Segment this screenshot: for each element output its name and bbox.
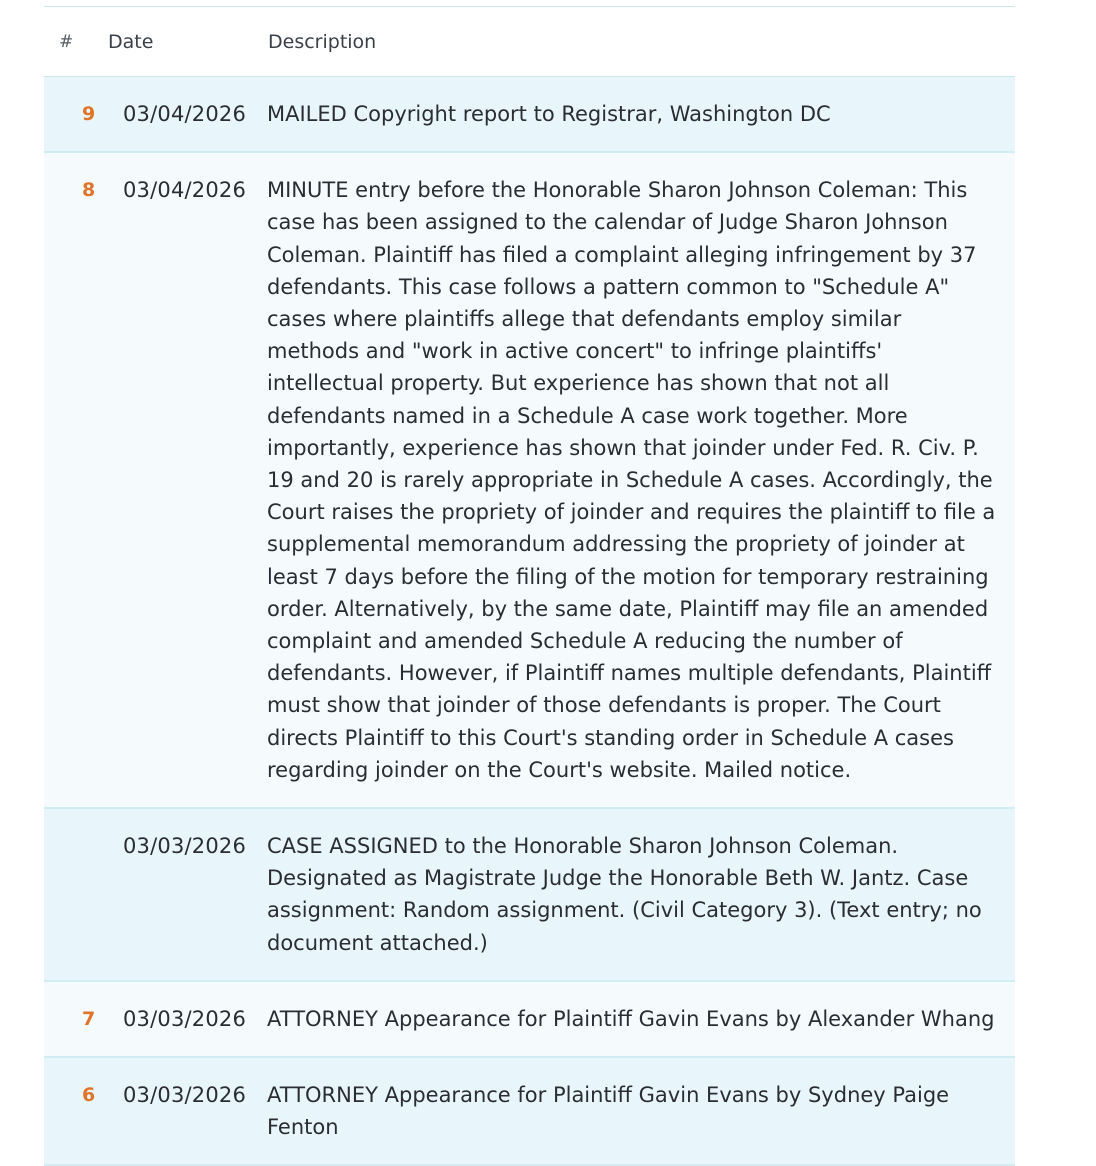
entry-number xyxy=(44,808,105,981)
entry-description: MAILED Copyright report to Registrar, Washington DC xyxy=(267,102,831,126)
docket-entry-row xyxy=(44,152,1015,808)
entry-description: ATTORNEY Appearance for Plaintiff Gavin Evans by Alexander Whang xyxy=(267,1006,995,1031)
column-header-date[interactable]: Date xyxy=(108,30,154,53)
entry-number-link[interactable]: 7 xyxy=(82,1007,96,1030)
docket-table-body xyxy=(44,77,1015,1166)
entry-number-link[interactable]: 6 xyxy=(82,1084,96,1107)
entry-date: 03/03/2026 xyxy=(123,1006,247,1031)
entry-date: 03/03/2026 xyxy=(123,834,247,859)
column-header-number[interactable]: # xyxy=(59,31,74,52)
header-row xyxy=(44,7,1015,77)
entry-description: MINUTE entry before the Honorable Sharon Johnson Coleman: This case has been assigned to the calendar of Judge Sharon Johnson Coleman. Plaintiff has filed a complaint alleging infringement by 37 defendants. This case follows a pattern common to "Schedule A" cases where plaintiffs allege that defendants employ similar methods and "work in active concert" to infringe plaintiffs' intellectual property. But experience has shown that not all defendants named in a Schedule A case work together. More importantly, experience has shown that joinder under Fed. R. Civ. P. 19 and 20 is rarely appropriate in Schedule A cases. Accordingly, the Court raises the propriety of joinder and requires the plaintiff to file a supplemental memorandum addressing the propriety of joinder at least 7 days before the filing of the motion for temporary restraining order. Alternatively, by the same date, Plaintiff may file an amended complaint and amended Schedule A reducing the number of defendants. However, if Plaintiff names multiple defendants, Plaintiff must show that joinder of those defendants is proper. The Court directs Plaintiff to this Court's standing order in Schedule A cases regarding joinder on the Court's website. Mailed notice. xyxy=(267,178,996,782)
entry-date: 03/04/2026 xyxy=(123,178,247,203)
entry-description: CASE ASSIGNED to the Honorable Sharon Johnson Coleman. Designated as Magistrate Judge the Honorable Beth W. Jantz. Case assignment: Random assignment. (Civil Category 3). (Text entry; no document attached.) xyxy=(267,834,982,955)
docket-table xyxy=(44,6,1015,1166)
docket-entry-row xyxy=(44,77,1015,153)
docket-entry-row xyxy=(44,1057,1015,1165)
docket-entry-row xyxy=(44,808,1015,981)
entry-date: 03/04/2026 xyxy=(123,102,247,126)
column-header-description[interactable]: Description xyxy=(268,30,377,53)
entry-number-link[interactable]: 9 xyxy=(82,103,96,125)
entry-number-link[interactable]: 8 xyxy=(82,179,96,202)
docket-table-header xyxy=(44,7,1015,77)
entry-description: ATTORNEY Appearance for Plaintiff Gavin Evans by Sydney Paige Fenton xyxy=(267,1083,950,1140)
entry-date: 03/03/2026 xyxy=(123,1083,247,1108)
docket-entry-row xyxy=(44,981,1015,1057)
